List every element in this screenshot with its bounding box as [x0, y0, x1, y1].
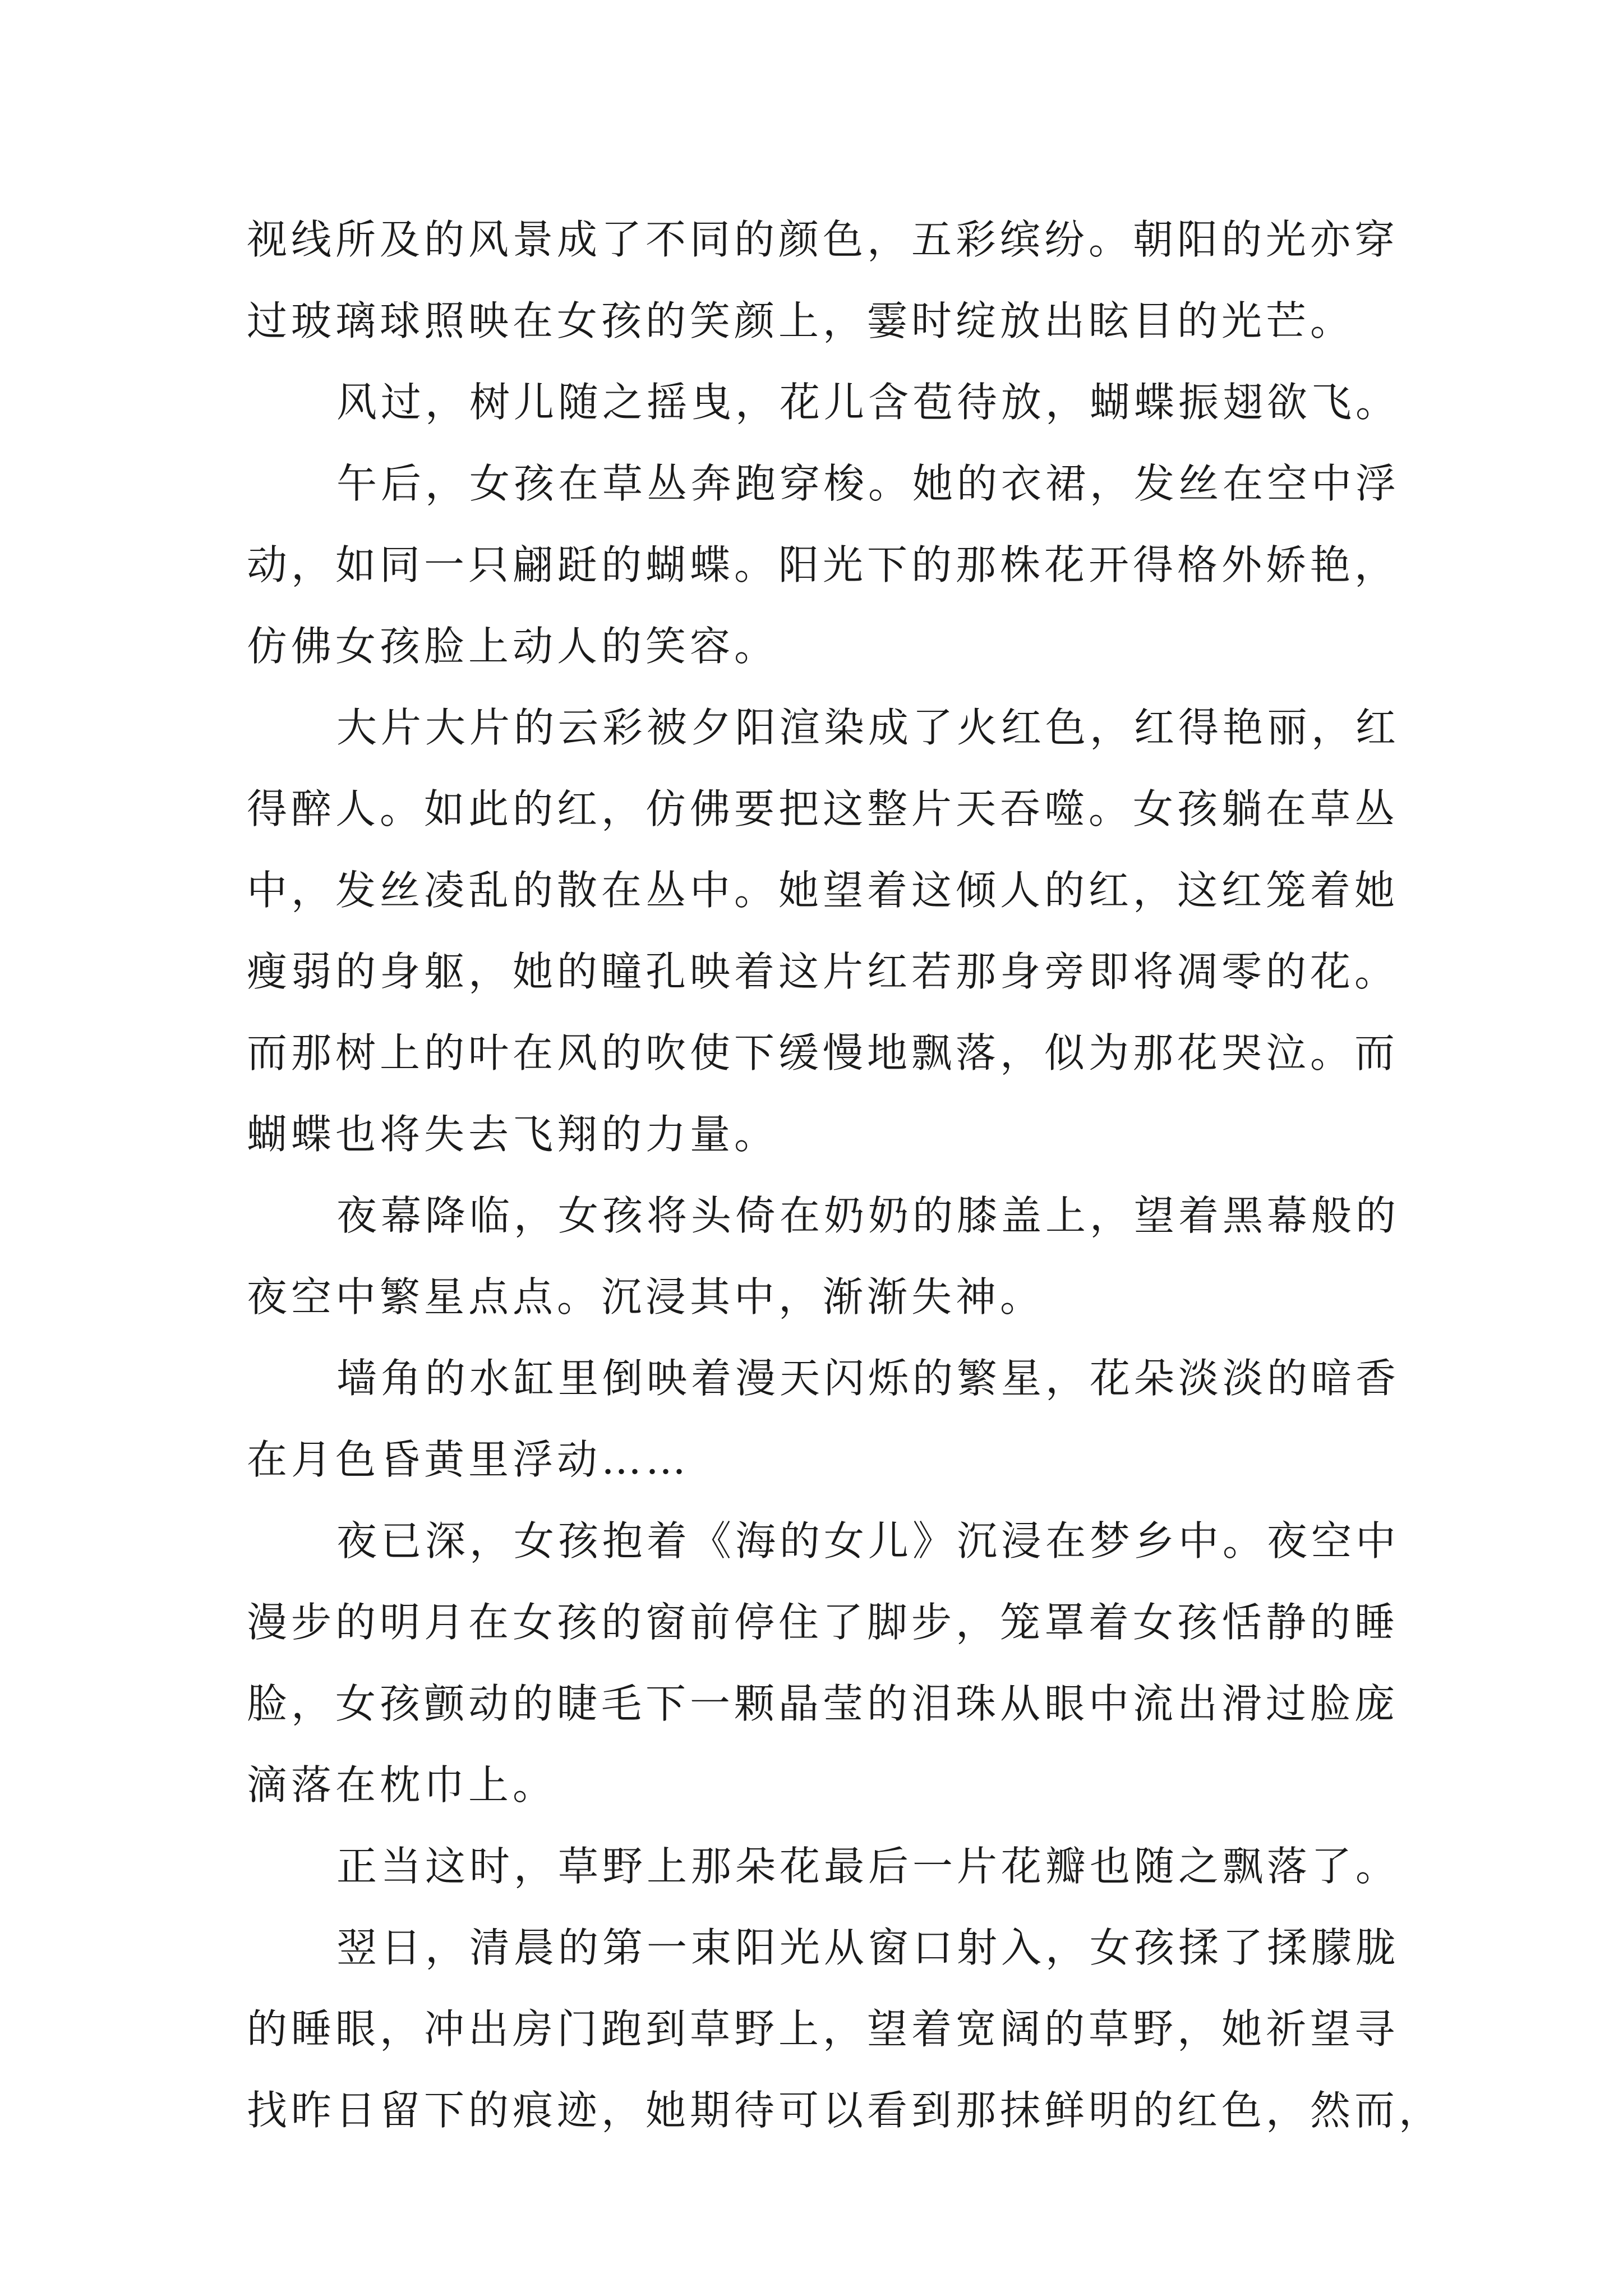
text-line: 夜幕降临，女孩将头倚在奶奶的膝盖上，望着黑幕般的 — [336, 1192, 1400, 1239]
text-line: 动，如同一只翩跹的蝴蝶。阳光下的那株花开得格外娇艳， — [247, 541, 1399, 588]
text-line: 得醉人。如此的红，仿佛要把这整片天吞噬。女孩躺在草丛 — [247, 785, 1399, 832]
document-body — [247, 199, 1444, 2151]
text-line: 而那树上的叶在风的吹使下缓慢地飘落，似为那花哭泣。而 — [247, 1029, 1399, 1076]
text-line: 正当这时，草野上那朵花最后一片花瓣也随之飘落了。 — [336, 1843, 1400, 1890]
text-line: 漫步的明月在女孩的窗前停住了脚步，笼罩着女孩恬静的睡 — [247, 1599, 1399, 1646]
text-line: 夜空中繁星点点。沉浸其中，渐渐失神。 — [247, 1273, 1045, 1320]
text-line: 视线所及的风景成了不同的颜色，五彩缤纷。朝阳的光亦穿 — [247, 216, 1399, 263]
text-line: 中，发丝凌乱的散在丛中。她望着这倾人的红，这红笼着她 — [247, 867, 1399, 914]
text-line: 翌日，清晨的第一束阳光从窗口射入，女孩揉了揉朦胧 — [336, 1924, 1400, 1971]
text-line: 脸，女孩颤动的睫毛下一颗晶莹的泪珠从眼中流出滑过脸庞 — [247, 1680, 1399, 1727]
text-line: 过玻璃球照映在女孩的笑颜上，霎时绽放出眩目的光芒。 — [247, 297, 1355, 344]
text-line: 大片大片的云彩被夕阳渲染成了火红色，红得艳丽，红 — [336, 704, 1400, 751]
text-line: 瘦弱的身躯，她的瞳孔映着这片红若那身旁即将凋零的花。 — [247, 948, 1399, 995]
text-line: 找昨日留下的痕迹，她期待可以看到那抹鲜明的红色，然而， — [247, 2087, 1444, 2134]
text-line: 蝴蝶也将失去飞翔的力量。 — [247, 1111, 779, 1158]
text-line: 墙角的水缸里倒映着漫天闪烁的繁星，花朵淡淡的暗香 — [336, 1355, 1400, 1402]
text-line: 的睡眼，冲出房门跑到草野上，望着宽阔的草野，她祈望寻 — [247, 2005, 1399, 2053]
text-line: 滴落在枕巾上。 — [247, 1761, 557, 1809]
text-line: 午后，女孩在草丛奔跑穿梭。她的衣裙，发丝在空中浮 — [336, 460, 1400, 507]
text-line: 仿佛女孩脸上动人的笑容。 — [247, 623, 779, 670]
text-line: 夜已深，女孩抱着《海的女儿》沉浸在梦乡中。夜空中 — [336, 1517, 1400, 1565]
text-line: 在月色昏黄里浮动…… — [247, 1436, 690, 1483]
text-line: 风过，树儿随之摇曳，花儿含苞待放，蝴蝶振翅欲飞。 — [336, 379, 1400, 426]
